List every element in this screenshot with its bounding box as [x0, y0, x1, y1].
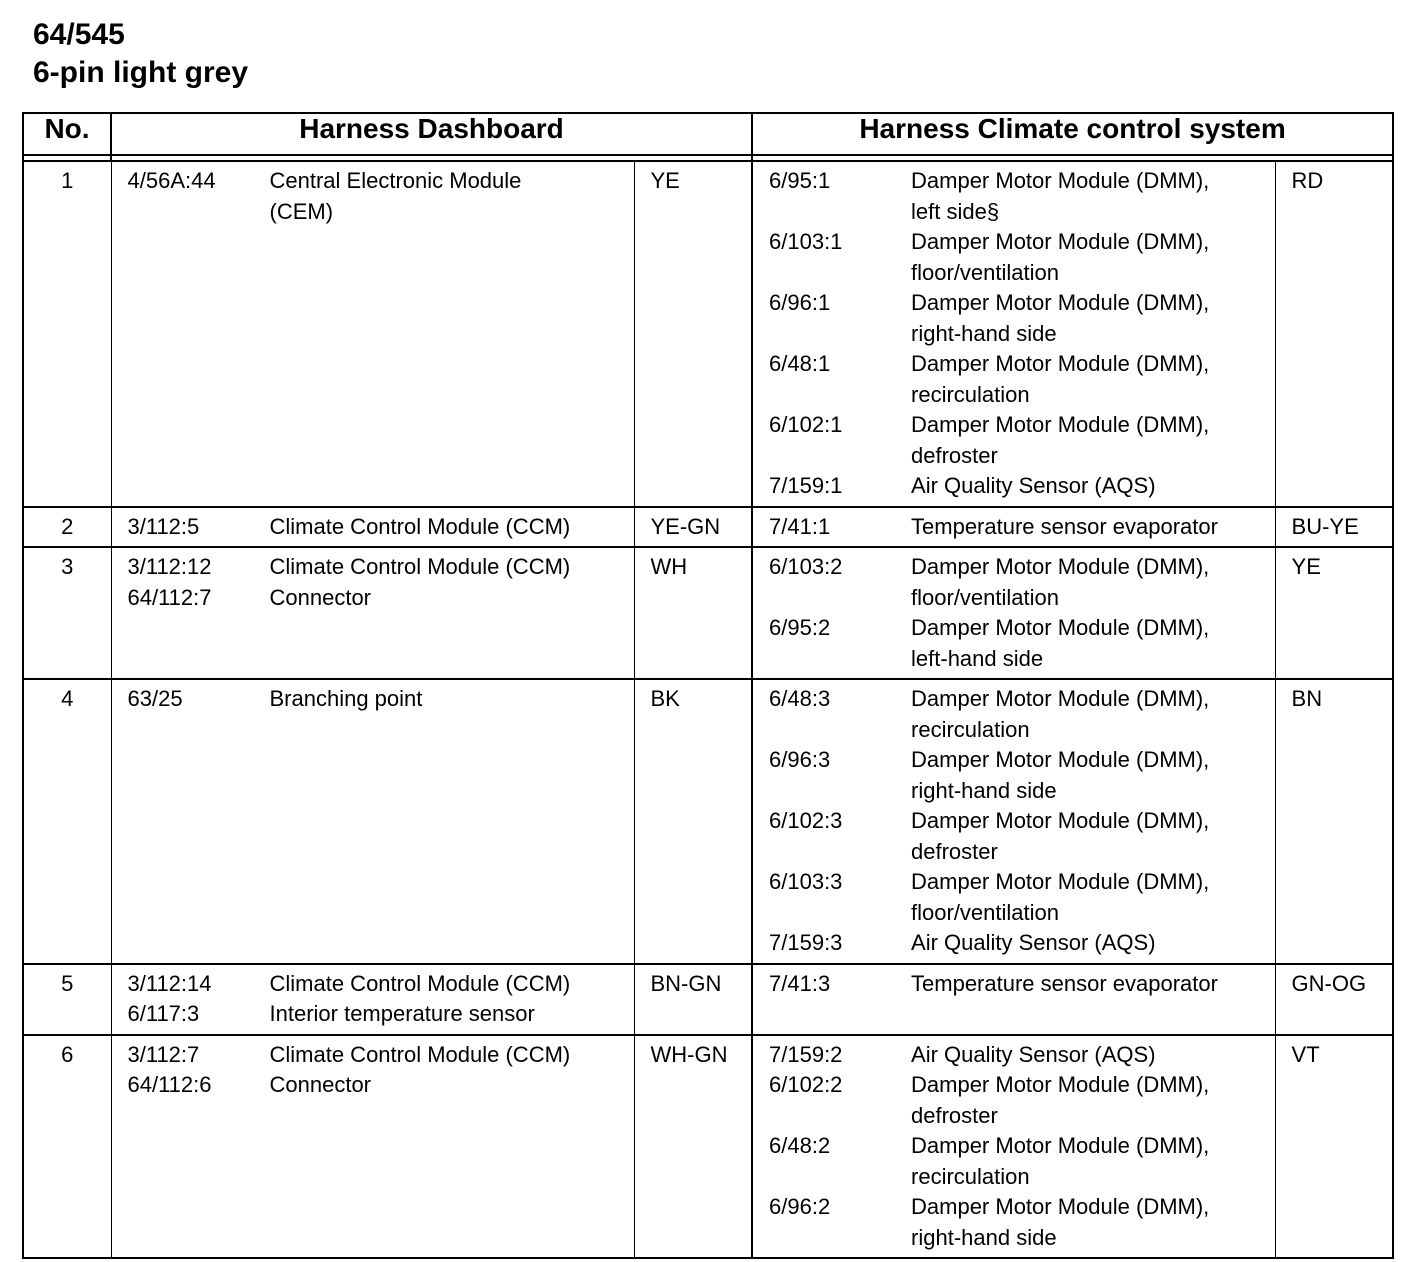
- climate-entry-description: [911, 1192, 1275, 1253]
- table-row: [23, 547, 1393, 679]
- climate-entry: [769, 1070, 1275, 1131]
- dashboard-entry-code: 3/112:5: [127, 513, 200, 539]
- description-line: Air Quality Sensor (AQS): [911, 1041, 1156, 1067]
- climate-entry-description: [911, 1070, 1275, 1131]
- dashboard-entry-description: [270, 512, 634, 543]
- header-no: No.: [23, 113, 111, 155]
- dashboard-entry: [128, 1040, 634, 1071]
- dashboard-cell: [111, 964, 634, 1035]
- dashboard-entry: [128, 583, 634, 614]
- climate-entry-code: 6/48:3: [769, 686, 831, 711]
- climate-entry: [769, 867, 1275, 928]
- climate-wire-color: RD: [1275, 161, 1393, 507]
- climate-entry-code: 6/102:1: [769, 412, 843, 437]
- description-line: right-hand side: [911, 320, 1057, 346]
- climate-entry-code: 7/41:1: [769, 513, 831, 539]
- description-line: Air Quality Sensor (AQS): [911, 930, 1156, 955]
- dashboard-wire-color: WH-GN: [634, 1035, 752, 1259]
- climate-cell: [752, 507, 1275, 548]
- connector-description: 6-pin light grey: [33, 56, 249, 89]
- climate-entry: [769, 552, 1275, 613]
- description-line: left side§: [911, 198, 1000, 224]
- climate-entry-description: [911, 288, 1275, 349]
- climate-entry-code: 6/96:2: [769, 1194, 831, 1219]
- climate-wire-color: BN: [1275, 679, 1393, 964]
- climate-entry-code: 6/96:3: [769, 747, 831, 772]
- description-line: (CEM): [269, 198, 334, 224]
- table-row: [23, 1035, 1393, 1259]
- climate-cell: [752, 1035, 1275, 1259]
- climate-entry-description: [911, 471, 1275, 502]
- climate-cell: [752, 964, 1275, 1035]
- dashboard-wire-color: WH: [634, 547, 752, 679]
- pin-number: 2: [23, 507, 111, 548]
- climate-cell: [752, 161, 1275, 507]
- description-line: Air Quality Sensor (AQS): [911, 473, 1156, 498]
- dashboard-entry-description: [270, 166, 634, 227]
- pin-number: 1: [23, 161, 111, 507]
- climate-entry-code: 6/102:2: [769, 1072, 843, 1097]
- climate-entry-description: [911, 349, 1275, 410]
- climate-entry-description: [911, 684, 1275, 745]
- pin-number: 6: [23, 1035, 111, 1259]
- dashboard-cell: [111, 507, 634, 548]
- description-line: recirculation: [911, 381, 1030, 407]
- climate-entry-code: 6/102:3: [769, 808, 843, 833]
- description-line: defroster: [911, 838, 998, 864]
- climate-entry: [769, 227, 1275, 288]
- climate-wire-color: BU-YE: [1275, 507, 1393, 548]
- description-line: Climate Control Module (CCM): [269, 554, 571, 579]
- pin-table: [22, 112, 1394, 1259]
- description-line: defroster: [911, 442, 998, 468]
- climate-entry-description: [911, 806, 1275, 867]
- climate-entry: [769, 806, 1275, 867]
- description-line: Damper Motor Module (DMM),: [911, 168, 1210, 193]
- description-line: Temperature sensor evaporator: [911, 513, 1218, 539]
- description-line: Interior temperature sensor: [269, 1001, 535, 1026]
- description-line: Damper Motor Module (DMM),: [911, 869, 1210, 894]
- climate-entry: [769, 288, 1275, 349]
- description-line: Damper Motor Module (DMM),: [911, 351, 1210, 376]
- table-row: [23, 964, 1393, 1035]
- pin-rows: [23, 161, 1393, 1258]
- description-line: floor/ventilation: [911, 259, 1059, 285]
- description-line: Damper Motor Module (DMM),: [911, 1072, 1210, 1097]
- dashboard-cell: [111, 679, 634, 964]
- description-line: Damper Motor Module (DMM),: [911, 290, 1210, 315]
- dashboard-entry-code: 3/112:12: [127, 554, 212, 579]
- header-climate: Harness Climate control system: [752, 113, 1393, 155]
- description-line: left-hand side: [911, 645, 1044, 671]
- climate-entry-description: [911, 1040, 1275, 1071]
- dashboard-entry-code: 63/25: [127, 686, 183, 711]
- pin-number: 5: [23, 964, 111, 1035]
- climate-entry: [769, 471, 1275, 502]
- climate-entry-code: 6/103:2: [769, 554, 843, 579]
- description-line: defroster: [911, 1102, 998, 1128]
- description-line: floor/ventilation: [911, 584, 1059, 610]
- climate-cell: [752, 679, 1275, 964]
- dashboard-entry-code: 64/112:7: [127, 584, 212, 610]
- dashboard-cell: [111, 1035, 634, 1259]
- dashboard-entry: [128, 684, 634, 715]
- table-row: [23, 507, 1393, 548]
- climate-entry-code: 7/41:3: [769, 970, 831, 996]
- description-line: Damper Motor Module (DMM),: [911, 554, 1210, 579]
- climate-entry: [769, 613, 1275, 674]
- dashboard-cell: [111, 547, 634, 679]
- climate-entry-code: 6/103:3: [769, 869, 843, 894]
- climate-entry-description: [911, 1131, 1275, 1192]
- pin-number: 4: [23, 679, 111, 964]
- dashboard-entry-description: [270, 1070, 634, 1101]
- climate-entry-description: [911, 166, 1275, 227]
- climate-entry: [769, 969, 1275, 1000]
- description-line: Damper Motor Module (DMM),: [911, 229, 1210, 254]
- dashboard-entry: [128, 1070, 634, 1101]
- description-line: Damper Motor Module (DMM),: [911, 1194, 1210, 1219]
- dashboard-entry-description: [270, 583, 634, 614]
- climate-entry-description: [911, 613, 1275, 674]
- climate-entry: [769, 512, 1275, 543]
- dashboard-entry-description: [270, 999, 634, 1030]
- dashboard-entry: [128, 166, 634, 227]
- climate-cell: [752, 547, 1275, 679]
- climate-entry-code: 7/159:2: [769, 1041, 843, 1067]
- description-line: right-hand side: [911, 1224, 1057, 1250]
- climate-entry-code: 7/159:3: [769, 930, 843, 955]
- climate-entry: [769, 745, 1275, 806]
- description-line: Temperature sensor evaporator: [911, 970, 1218, 996]
- description-line: floor/ventilation: [911, 899, 1059, 925]
- dashboard-entry: [128, 999, 634, 1030]
- description-line: Damper Motor Module (DMM),: [911, 747, 1210, 772]
- description-line: Damper Motor Module (DMM),: [911, 615, 1210, 640]
- climate-wire-color: VT: [1275, 1035, 1393, 1259]
- header-dashboard: Harness Dashboard: [111, 113, 752, 155]
- dashboard-wire-color: YE-GN: [634, 507, 752, 548]
- climate-entry-description: [911, 867, 1275, 928]
- description-line: Damper Motor Module (DMM),: [911, 808, 1210, 833]
- dashboard-wire-color: BN-GN: [634, 964, 752, 1035]
- climate-entry-description: [911, 512, 1275, 543]
- dashboard-entry: [128, 552, 634, 583]
- table-row: [23, 679, 1393, 964]
- climate-entry-code: 7/159:1: [769, 473, 843, 498]
- pin-number: 3: [23, 547, 111, 679]
- climate-wire-color: GN-OG: [1275, 964, 1393, 1035]
- description-line: Branching point: [269, 686, 423, 711]
- climate-entry-code: 6/48:1: [769, 351, 831, 376]
- climate-entry-description: [911, 745, 1275, 806]
- climate-entry: [769, 1131, 1275, 1192]
- climate-entry: [769, 1192, 1275, 1253]
- dashboard-entry-description: [270, 684, 634, 715]
- climate-entry-description: [911, 552, 1275, 613]
- climate-entry: [769, 928, 1275, 959]
- climate-entry-code: 6/48:2: [769, 1133, 831, 1158]
- description-line: Damper Motor Module (DMM),: [911, 686, 1210, 711]
- description-line: Connector: [269, 1072, 372, 1097]
- dashboard-entry-code: 64/112:6: [127, 1072, 212, 1097]
- description-line: Climate Control Module (CCM): [269, 1041, 571, 1067]
- climate-entry-code: 6/96:1: [769, 290, 831, 315]
- climate-entry: [769, 410, 1275, 471]
- dashboard-entry-code: 3/112:7: [127, 1041, 200, 1067]
- dashboard-entry-code: 4/56A:44: [127, 168, 216, 193]
- climate-entry-code: 6/95:2: [769, 615, 831, 640]
- climate-entry-code: 6/103:1: [769, 229, 843, 254]
- climate-entry-code: 6/95:1: [769, 168, 831, 193]
- dashboard-entry-code: 3/112:14: [127, 970, 212, 996]
- description-line: Climate Control Module (CCM): [269, 970, 571, 996]
- description-line: Central Electronic Module: [269, 168, 522, 193]
- dashboard-entry-code: 6/117:3: [127, 1001, 200, 1026]
- climate-wire-color: YE: [1275, 547, 1393, 679]
- dashboard-wire-color: BK: [634, 679, 752, 964]
- table-row: [23, 161, 1393, 507]
- description-line: right-hand side: [911, 777, 1057, 803]
- climate-entry-description: [911, 928, 1275, 959]
- description-line: Damper Motor Module (DMM),: [911, 412, 1210, 437]
- climate-entry: [769, 166, 1275, 227]
- connector-id: 64/545: [33, 18, 125, 51]
- climate-entry-description: [911, 969, 1275, 1000]
- description-line: Damper Motor Module (DMM),: [911, 1133, 1210, 1158]
- climate-entry: [769, 684, 1275, 745]
- description-line: Connector: [269, 584, 372, 610]
- description-line: recirculation: [911, 1163, 1030, 1189]
- dashboard-entry: [128, 512, 634, 543]
- dashboard-entry-description: [270, 1040, 634, 1071]
- dashboard-entry-description: [270, 552, 634, 583]
- dashboard-entry: [128, 969, 634, 1000]
- dashboard-entry-description: [270, 969, 634, 1000]
- climate-entry-description: [911, 227, 1275, 288]
- climate-entry-description: [911, 410, 1275, 471]
- climate-entry: [769, 1040, 1275, 1071]
- dashboard-wire-color: YE: [634, 161, 752, 507]
- dashboard-cell: [111, 161, 634, 507]
- description-line: recirculation: [911, 716, 1030, 742]
- climate-entry: [769, 349, 1275, 410]
- description-line: Climate Control Module (CCM): [269, 513, 571, 539]
